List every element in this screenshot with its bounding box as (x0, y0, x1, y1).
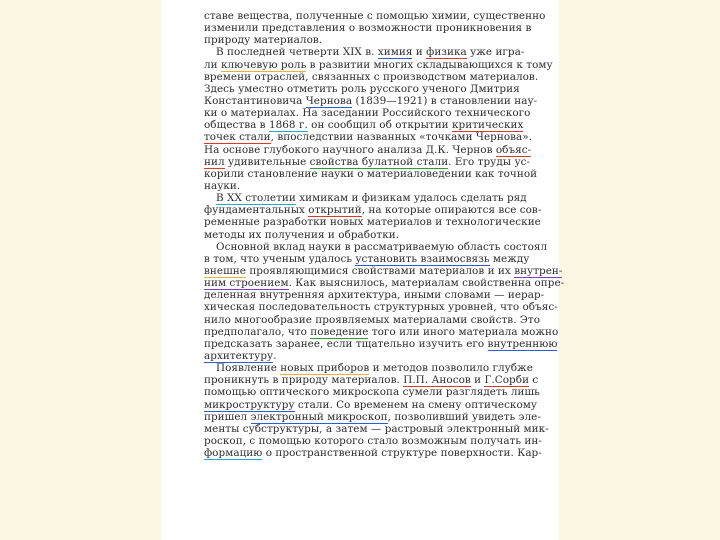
underlined-term: ключевую роль (220, 58, 307, 71)
underlined-term: Чернова (305, 94, 353, 107)
text-segment: менты субструктуры, а затем — растровый электронный мик- (204, 422, 549, 435)
text-line (204, 229, 531, 241)
text-line (204, 240, 548, 253)
text-line (204, 22, 531, 34)
text-segment: науки. (204, 179, 241, 192)
text-line (204, 410, 541, 423)
underlined-term: П.П. Аносов (403, 374, 471, 387)
underlined-term: критических (452, 119, 524, 132)
text-line (204, 204, 542, 217)
text-line (204, 374, 539, 387)
text-segment: ременные разработки новых материалов и технологические (204, 216, 541, 229)
underlined-term: формацию (204, 447, 263, 460)
text-line (204, 264, 563, 277)
text-line (204, 119, 531, 131)
text-segment: и (470, 374, 485, 387)
text-segment: природу материалов. (204, 34, 323, 47)
text-segment: Здесь уместно отметить роль русского ученого Дмитрия (204, 82, 520, 95)
text-segment: и (412, 46, 427, 59)
text-segment: уже игра- (466, 46, 525, 59)
text-line (204, 362, 531, 374)
book-page (161, 0, 565, 540)
text-segment: между (489, 252, 530, 265)
text-line (204, 422, 549, 435)
underlined-term: поведение (310, 325, 369, 338)
text-line (204, 144, 531, 156)
text-line (204, 350, 531, 362)
text-line (204, 447, 542, 460)
text-segment: . (273, 349, 277, 362)
text-segment: . Как выяснилось, материалам свойственна опре- (288, 277, 565, 290)
text-line (204, 337, 558, 350)
text-line (204, 58, 553, 71)
text-line (204, 70, 539, 83)
underlined-term: внутрен- (514, 264, 563, 277)
text-line (204, 34, 531, 46)
underlined-term: микроструктуру (204, 398, 295, 411)
text-segment: помощью оптического микроскопа сумели разглядеть лишь (204, 386, 540, 399)
page-text (204, 10, 565, 460)
underlined-term: точек стали (204, 131, 271, 144)
text-line (204, 313, 541, 326)
text-line (204, 10, 546, 22)
text-segment: Константиновича (204, 94, 306, 107)
text-segment: корили становление науки о материаловедении как точной (204, 167, 538, 180)
text-segment: пришел (204, 410, 251, 423)
text-line (204, 289, 545, 302)
underlined-term: Г.Сорби (484, 374, 530, 387)
underlined-term: В XX столетии (216, 192, 296, 205)
text-segment: Появление (216, 362, 281, 375)
text-line (204, 83, 531, 95)
underlined-term: химия (377, 46, 413, 59)
text-line (204, 398, 538, 411)
underlined-term: архитектуру (204, 349, 274, 362)
text-segment: и методов позволило глубже (369, 362, 533, 375)
text-segment: роскоп, с помощью которого стало возможным получать ин- (204, 434, 542, 447)
text-line (204, 434, 542, 447)
text-segment: фундаментальных (204, 204, 309, 217)
underlined-term: физика (426, 46, 467, 59)
text-segment: деленная внутренняя архитектура, иными словами — иерар- (204, 289, 545, 302)
text-line (204, 301, 558, 314)
underlined-term: внешне (204, 264, 246, 277)
text-line (204, 107, 531, 119)
underlined-term: свойства булатной стали (309, 155, 449, 168)
text-segment: методы их получения и обработки. (204, 228, 400, 241)
text-line (204, 94, 538, 107)
text-segment: общества в (204, 119, 269, 132)
underlined-term: объяс- (495, 143, 532, 156)
underlined-term: электронный микроскоп (250, 410, 388, 423)
text-line (204, 180, 531, 192)
text-segment: ки о материалах. На заседании Российского технического (204, 107, 531, 120)
text-segment: предполагало, что (204, 325, 311, 338)
text-segment: о пространственной структуре поверхности. Кар- (262, 447, 542, 460)
text-line (204, 156, 531, 168)
text-line (204, 325, 559, 338)
text-segment: изменили представления о возможности проникновения в (204, 22, 532, 35)
text-segment: проявляющимися свойствами материалов и их (245, 264, 515, 277)
text-segment: , позволивший увидеть эле- (387, 410, 541, 423)
text-segment: нило многообразие проявляемых материалами свойств. Это (204, 313, 541, 326)
text-segment: , впоследствии названных «точками Чернова». (270, 131, 533, 144)
text-segment: проникнуть в природу материалов. (204, 374, 404, 387)
text-line (204, 216, 541, 229)
text-segment: он сообщил об открытии (307, 119, 452, 132)
text-segment: На основе глубокого научного анализа Д.К. Чернов (204, 143, 496, 156)
text-segment: стали. Со временем на смену оптическому (294, 398, 538, 411)
text-segment: (1839—1921) в становлении нау- (352, 94, 538, 107)
text-segment: того или иного материала можно (368, 325, 559, 338)
text-segment: в развитии многих складывающихся к тому (306, 58, 553, 71)
text-line (204, 192, 531, 204)
underlined-term: открытий (308, 204, 362, 217)
text-line (204, 167, 538, 180)
text-segment: химикам и физикам удалось сделать ряд (295, 192, 527, 205)
text-segment: , на которые опираются все сов- (361, 204, 542, 217)
text-segment: удивительные (224, 155, 310, 168)
text-segment: с (529, 374, 539, 387)
text-line (204, 131, 531, 143)
text-line (204, 46, 531, 58)
text-segment: предсказать заранее, если тщательно изучить его (204, 337, 488, 350)
underlined-term: внутреннюю (487, 337, 558, 350)
underlined-term: ним строением (204, 277, 289, 290)
text-segment: хическая последовательность структурных уровней, что объяс- (204, 301, 558, 314)
text-segment: времени отраслей, связанных с производством материалов. (204, 70, 539, 83)
text-segment: ли (204, 58, 221, 71)
text-segment: ставе вещества, полученные с помощью химии, существенно (204, 10, 546, 22)
text-segment: В последней четверти XIX в. (216, 46, 378, 59)
text-line (204, 386, 540, 399)
underlined-term: установить взаимосвязь (355, 252, 490, 265)
underlined-term: нил (204, 155, 225, 168)
underlined-term: новых приборов (280, 362, 370, 375)
text-line (204, 277, 565, 290)
text-segment: . Его труды ус- (448, 155, 531, 168)
text-line (204, 253, 531, 265)
text-segment: Основной вклад науки в рассматриваемую область состоял (216, 240, 548, 253)
text-segment: в том, что ученым удалось (204, 252, 356, 265)
underlined-term: 1868 г. (268, 119, 308, 132)
